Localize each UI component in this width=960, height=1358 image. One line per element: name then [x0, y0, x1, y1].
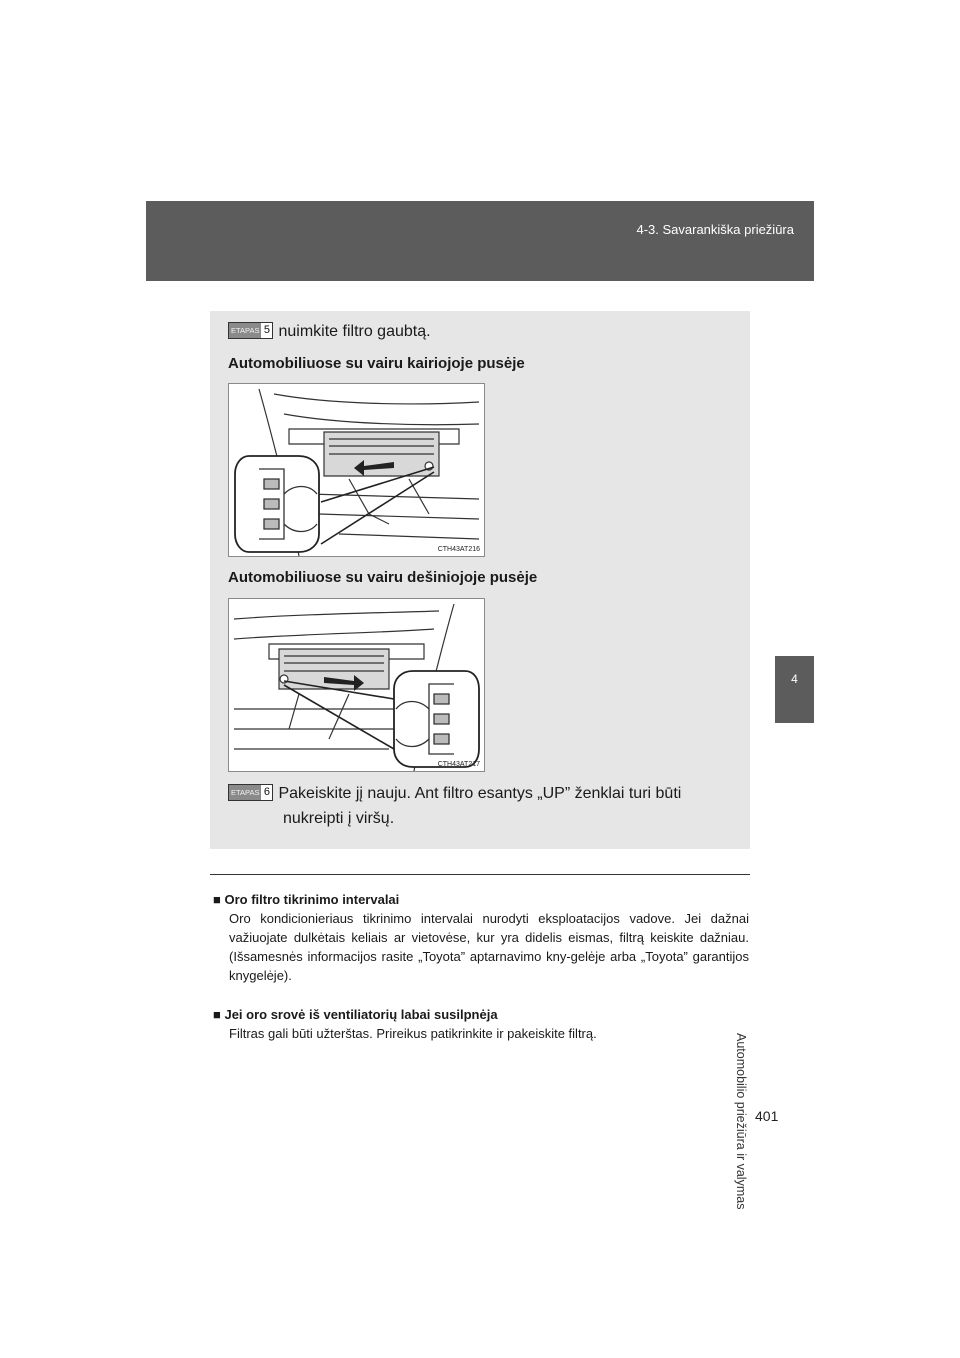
- note-body: Filtras gali būti užterštas. Prireikus patikrinkite ir pakeiskite filtrą.: [229, 1026, 597, 1041]
- note-filter-intervals: [213, 890, 749, 985]
- illustration-rhd-drawing: [229, 599, 484, 771]
- note-title: ■ Jei oro srovė iš ventiliatorių labai susilpnėja: [213, 1007, 498, 1022]
- figure-heading-rhd: Automobiliuose su vairu dešiniojoje pusėje: [228, 569, 538, 586]
- page-number: 401: [755, 1108, 779, 1124]
- step-badge: ETAPAS 6: [228, 784, 273, 801]
- note-weak-airflow: [213, 1005, 749, 1043]
- step-5: [228, 319, 431, 344]
- step-6-text-line1: Pakeiskite jį nauju. Ant filtro esantys „UP” ženklai turi būti: [278, 785, 682, 802]
- step-5-text: nuimkite filtro gaubtą.: [278, 323, 431, 340]
- note-body: Oro kondicionieriaus tikrinimo intervalai nurodyti eksploatacijos vadove. Jei dažnai važiuojate dulkėtais keliais ar vietovėse, kur yra didelis eismas, filtrą keiskite dažniau. (Išsamesnės informacijos rasite „Toyota” aptarnavimo kny-gelėje arba „Toyota” garantijos knygelėje).: [229, 911, 749, 983]
- filter-cover-illustration-rhd: [228, 598, 485, 772]
- section-header: [146, 201, 814, 281]
- figure-code: CTH43AT216: [437, 546, 480, 553]
- instruction-panel: [210, 311, 750, 849]
- step-badge: ETAPAS 5: [228, 322, 273, 339]
- illustration-lhd-drawing: [229, 384, 484, 556]
- chapter-label: Automobilio priežiūra ir valymas: [734, 1033, 748, 1210]
- figure-code: CTH43AT217: [437, 761, 480, 768]
- figure-heading-lhd: Automobiliuose su vairu kairiojoje pusėje: [228, 355, 525, 372]
- chapter-number: 4: [791, 672, 798, 686]
- filter-cover-illustration-lhd: [228, 383, 485, 557]
- section-title: 4-3. Savarankiška priežiūra: [636, 222, 794, 237]
- divider: [210, 874, 750, 875]
- chapter-tab: [775, 656, 814, 723]
- note-title: ■ Oro filtro tikrinimo intervalai: [213, 892, 400, 907]
- step-6: [228, 781, 733, 831]
- step-6-text-line2: nukreipti į viršų.: [283, 810, 395, 827]
